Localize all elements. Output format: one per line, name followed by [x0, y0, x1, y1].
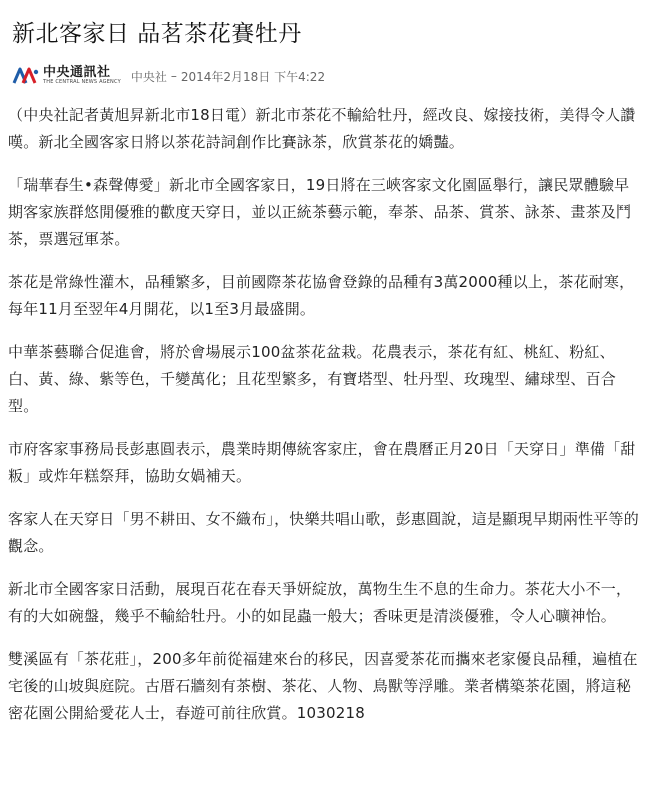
article-paragraph: 市府客家事務局長彭惠圓表示，農業時期傳統客家庄，會在農曆正月20日「天穿日」準備「甜粄」或炸年糕祭拜，協助女媧補天。: [8, 440, 636, 485]
article-title: 新北客家日 品茗茶花賽牡丹: [12, 21, 302, 47]
article-paragraph: 新北市全國客家日活動，展現百花在春天爭妍綻放，萬物生生不息的生命力。茶花大小不一，有的大如碗盤，幾乎不輸給牡丹。小的如昆蟲一般大；香味更是清淡優雅，令人心曠神怡。: [8, 580, 632, 625]
cna-logo-icon: [12, 67, 40, 85]
cna-logo-name-cn: 中央通訊社: [43, 65, 111, 80]
byline-datetime: 2014年2月18日 下午4:22: [180, 69, 326, 84]
article-byline: [12, 64, 639, 88]
byline-separator: –: [170, 69, 177, 83]
article-paragraph: 「瑞華春生•森聲傳愛」新北市全國客家日，19日將在三峽客家文化園區舉行，讓民眾體驗早期客家族群悠閒優雅的歡度天穿日，並以正統茶藝示範，奉茶、品茶、賞茶、詠茶、畫茶及鬥茶，票選冠軍茶。: [8, 176, 632, 248]
byline-source: 中央社: [130, 69, 167, 84]
cna-logo-text: [43, 66, 121, 86]
article-paragraph: 雙溪區有「茶花莊」，200多年前從福建來台的移民，因喜愛茶花而攜來老家優良品種，遍植在宅後的山坡與庭院。古厝石牆刻有茶樹、茶花、人物、鳥獸等浮雕。業者構築茶花園，將這秘密花園公開給愛花人士，春遊可前往欣賞。1030218: [8, 650, 638, 722]
article-paragraph: 中華茶藝聯合促進會，將於會場展示100盆茶花盆栽。花農表示，茶花有紅、桃紅、粉紅、白、黃、綠、紫等色，千變萬化；且花型繁多，有寶塔型、牡丹型、玫瑰型、繡球型、百合型。: [8, 343, 617, 415]
cna-logo: [12, 64, 121, 88]
article-body: [8, 102, 639, 727]
cna-logo-name-en: THE CENTRAL NEWS AGENCY: [43, 79, 121, 85]
article-paragraph: （中央社記者黃旭昇新北市18日電）新北市茶花不輸給牡丹，經改良、嫁接技術，美得令人讚嘆。新北全國客家日將以茶花詩詞創作比賽詠茶，欣賞茶花的嬌豔。: [8, 106, 636, 151]
article-paragraph: 客家人在天穿日「男不耕田、女不織布」，快樂共唱山歌，彭惠圓說，這是顯現早期兩性平等的觀念。: [8, 510, 639, 555]
article-paragraph: 茶花是常綠性灌木，品種繁多，目前國際茶花協會登錄的品種有3萬2000種以上，茶花耐寒，每年11月至翌年4月開花，以1至3月最盛開。: [8, 273, 635, 318]
